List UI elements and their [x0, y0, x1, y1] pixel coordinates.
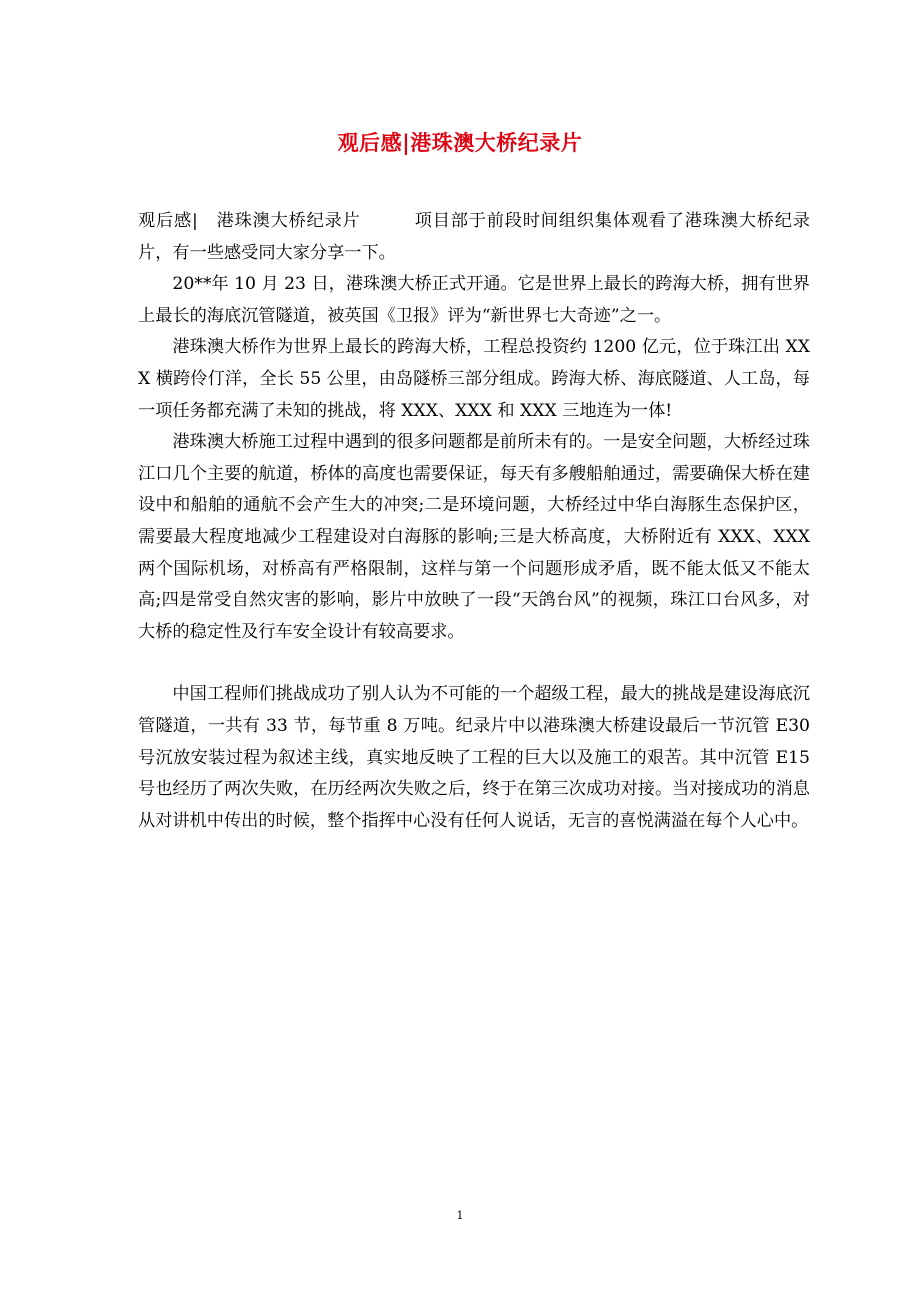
paragraph-opening: 20**年 10 月 23 日，港珠澳大桥正式开通。它是世界上最长的跨海大桥，拥有世界上最长的海底沉管隧道，被英国《卫报》评为“新世界七大奇迹”之一。	[138, 274, 810, 326]
paragraph-overview: 港珠澳大桥作为世界上最长的跨海大桥，工程总投资约 1200 亿元，位于珠江出 XXX 横跨伶仃洋，全长 55 公里，由岛隧桥三部分组成。跨海大桥、海底隧道、人工岛，每一项任务都充满了未知的挑战，将 XXX、XXX 和 XXX 三地连为一体!	[138, 337, 810, 421]
document-title: 观后感|港珠澳大桥纪录片	[337, 130, 583, 155]
paragraph-conclusion: 中国工程师们挑战成功了别人认为不可能的一个超级工程，最大的挑战是建设海底沉管隧道，一共有 33 节，每节重 8 万吨。纪录片中以港珠澳大桥建设最后一节沉管 E30 号沉放安装过程为叙述主线，真实地反映了工程的巨大以及施工的艰苦。其中沉管 E15 号也经历了两次失败，在历经两次失败之后，终于在第三次成功对接。当对接成功的消息从对讲机中传出的时候，整个指挥中心没有任何人说话，无言的喜悦满溢在每个人心中。	[138, 684, 810, 831]
page-number: 1	[456, 1209, 464, 1222]
paragraph-challenges: 港珠澳大桥施工过程中遇到的很多问题都是前所未有的。一是安全问题，大桥经过珠江口几个主要的航道，桥体的高度也需要保证，每天有多艘船舶通过，需要确保大桥在建设中和船舶的通航不会产生大的冲突;二是环境问题，大桥经过中华白海豚生态保护区，需要最大程度地减少工程建设对白海豚的影响;三是大桥高度，大桥附近有 XXX、XXX 两个国际机场，对桥高有严格限制，这样与第一个问题形成矛盾，既不能太低又不能太高;四是常受自然灾害的影响，影片中放映了一段“天鸽台风”的视频，珠江口台风多，对大桥的稳定性及行车安全设计有较高要求。	[138, 432, 810, 642]
paragraph-spacer	[138, 648, 810, 679]
paragraph-intro: 观后感| 港珠澳大桥纪录片 项目部于前段时间组织集体观看了港珠澳大桥纪录片，有一些感受同大家分享一下。	[138, 211, 810, 263]
document-body	[138, 206, 810, 837]
